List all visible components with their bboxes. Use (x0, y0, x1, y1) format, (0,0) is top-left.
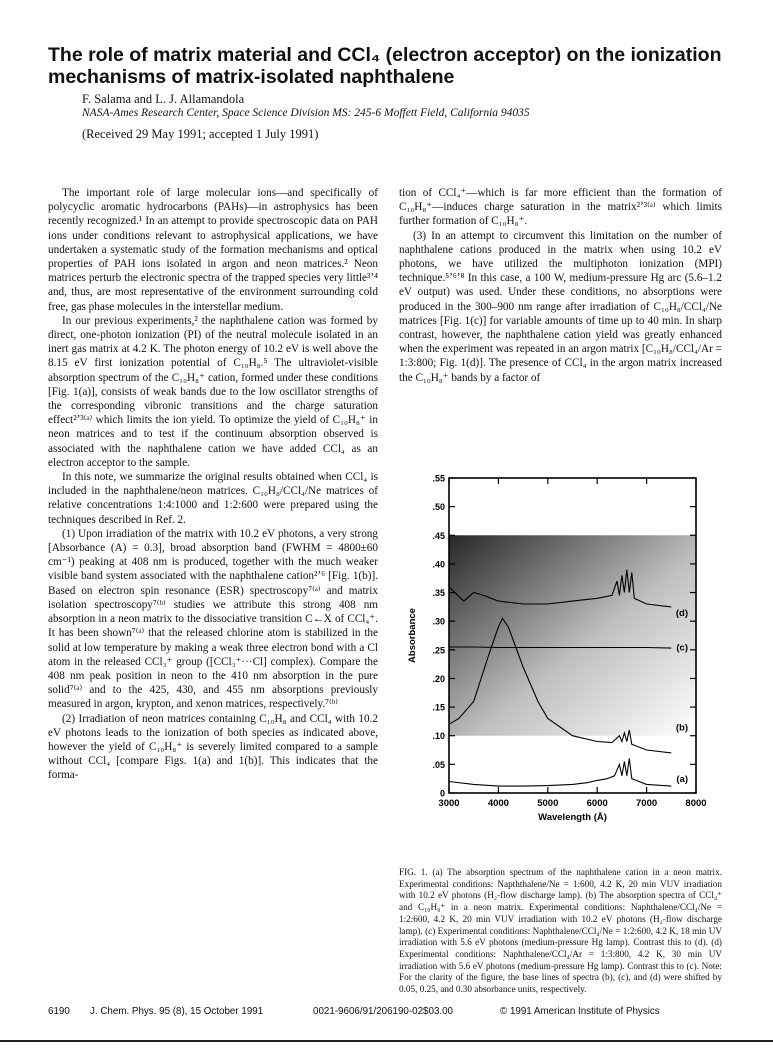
y-tick-label: .40 (432, 559, 445, 570)
y-tick-label: 0 (439, 788, 445, 799)
paragraph: In this note, we summarize the original results obtained when CCl₄ is included in the naphthalene/neon matrices. C₁₀H₈/CCl₄/Ne matrices of relative concentrations 1:4:1000 and 1:2:600 were prepared using the techniques described in Ref. 2. (48, 471, 378, 526)
right-column (399, 186, 722, 385)
authors: F. Salama and L. J. Allamandola (82, 92, 245, 106)
y-tick-label: .30 (432, 616, 445, 627)
received-dates: (Received 29 May 1991; accepted 1 July 1991) (82, 127, 319, 141)
footer-rule (0, 1040, 773, 1042)
x-tick-label: 8000 (685, 798, 707, 809)
absorbance-chart (399, 468, 722, 863)
affiliation: NASA-Ames Research Center, Space Science Division MS: 245-6 Moffett Field, California 94035 (82, 107, 530, 119)
x-tick-label: 4000 (487, 798, 509, 809)
y-axis-label: Absorbance (407, 608, 418, 663)
series-line-a (449, 759, 671, 787)
y-tick-label: .15 (432, 702, 445, 713)
left-column (48, 186, 378, 783)
paragraph: (3) In an attempt to circumvent this limitation on the number of naphthalene cations produced in the matrix when using 10.2 eV photons, we have utilized the multiphoton ionization (MPI) technique.⁵ʼ⁶ʼ⁸ In this case, a 100 W, medium-pressure Hg arc (5.6–1.2 eV output) was used. Under these conditions, no absorptions were produced in the 300–900 nm range after irradiation of C₁₀H₈/CCl₄/Ne matrices [Fig. 1(c)] for variable amounts of time up to 40 min. In sharp contrast, however, the naphthalene cation yield was greatly enhanced when the experiment was repeated in an argon matrix [C₁₀H₈/CCl₄/Ar = 1:3:800; Fig. 1(d)]. The presence of CCl₄ in the argon matrix increased the C₁₀H₈⁺ bands by a factor of (399, 229, 722, 384)
y-tick-label: .20 (432, 673, 445, 684)
figure-caption: FIG. 1. (a) The absorption spectrum of the naphthalene cation in a neon matrix. Experimental conditions: Napththalene/Ne = 1:600, 4.2 K, 20 min VUV irradiation with 10.2 eV photons (H₂-flow discharge lamp). (b) The absorption spectra of CCl₄⁺ and C₁₀H₈⁺ in a neon matrix. Experimental conditions: Naphthalene/CCl₄/Ne = 1:2:600, 4.2 K, 20 min VUV irradiation with 10.2 eV photons (H₂-flow discharge lamp). (c) Experimental conditions: Naphthalene/CCl₄/Ne = 1:2:600, 4.2 K, 18 min UV irradiation with 5.6 eV photons (medium-pressure Hg lamp). Contrast this to (d). (d) Experimental conditions: Naphthalene/CCl₄/Ar = 1:3:800, 4.2 K, 30 min UV irradiation with 5.6 eV photons (medium-pressure Hg lamp). Contrast this to (c). Note: For the clarity of the figure, the base lines of spectra (b), (c), and (d) were shifted by 0.05, 0.25, and 0.30 absorbance units, respectively. (399, 867, 722, 995)
curve-label: (b) (675, 722, 688, 734)
figure-1 (399, 468, 722, 863)
paragraph: In our previous experiments,² the naphthalene cation was formed by direct, one-photon ionization (PI) of the neutral molecule isolated in an inert gas matrix at 4.2 K. The photon energy of 10.2 eV is well above the 8.15 eV first ionization potential of C₁₀H₈.⁵ The ultraviolet-visible absorption spectrum of the C₁₀H₈⁺ cation, formed under these conditions [Fig. 1(a)], consists of weak bands due to the low oscillator strengths of the corresponding vibronic transitions and the charge saturation effect²ʼ³⁽ᵃ⁾ which limits the ion yield. To optimize the yield of C₁₀H₈⁺ in neon matrices and to test if the continuum absorption observed is associated with the naphthalene cation we have added CCl₄ as an electron acceptor to the sample. (48, 314, 378, 469)
x-tick-label: 6000 (586, 798, 608, 809)
article-code: 0021-9606/91/206190-02$03.00 (313, 1006, 454, 1017)
y-tick-label: .10 (432, 731, 445, 742)
journal-citation: J. Chem. Phys. 95 (8), 15 October 1991 (90, 1006, 264, 1017)
y-tick-label: .50 (432, 502, 445, 513)
plot-shading (449, 535, 696, 735)
y-tick-label: .05 (432, 759, 445, 770)
y-tick-label: .25 (432, 645, 445, 656)
copyright: © 1991 American Institute of Physics (500, 1006, 660, 1017)
curve-label: (d) (675, 608, 688, 620)
x-tick-label: 5000 (537, 798, 559, 809)
curve-label: (c) (676, 642, 688, 654)
paragraph: (2) Irradiation of neon matrices containing C₁₀H₈ and CCl₄ with 10.2 eV photons leads to the ionization of both species as indicated above, however the yield of C₁₀H₈⁺ is severely limited compared to a sample without CCl₄ [compare Figs. 1(a) and 1(b)]. This indicates that the forma- (48, 712, 378, 782)
page-number: 6190 (48, 1006, 70, 1017)
paragraph: The important role of large molecular ions—and specifically of polycyclic aromatic hydrocarbons (PAHs)—in astrophysics has been recently recognized.¹ In an attempt to provide spectroscopic data on PAH ions under conditions relevant to astrophysical applications, we have undertaken a systematic study of the formation mechanisms and optical properties of PAH ions isolated in argon and neon matrices.² Neon matrices perturb the electronic spectra of the trapped species very little³ʼ⁴ and, thus, are most representative of the environment surrounding cold free, gas phase molecules in the interstellar medium. (48, 187, 378, 313)
y-tick-label: .45 (432, 530, 445, 541)
article-title: The role of matrix material and CCl₄ (electron acceptor) on the ionization mechanisms of matrix-isolated naphthalene (48, 44, 722, 88)
x-tick-label: 7000 (636, 798, 658, 809)
paragraph: tion of CCl₄⁺—which is far more efficient than the formation of C₁₀H₈⁺—induces charge saturation in the matrix²ʼ³⁽ᵃ⁾ which limits further formation of C₁₀H₈⁺. (399, 187, 722, 228)
paragraph: (1) Upon irradiation of the matrix with 10.2 eV photons, a very strong [Absorbance (A) = 0.3], broad absorption band (FWHM = 4800±60 cm⁻¹) peaking at 408 nm is produced, together with the much weaker visible band system associated with the naphthalene cation²ʼ⁶ [Fig. 1(b)]. Based on electron spin resonance (ESR) spectroscopy⁷⁽ᵃ⁾ and matrix isolation spectroscopy⁷⁽ᵇ⁾ studies we attribute this strong 408 nm absorption in a neon matrix to the dissociative transition C←X of CCl₄⁺. It has been shown⁷⁽ᵃ⁾ that the released chlorine atom is stabilized in the solid at low temperature by making a weak three electron bond with a Cl atom in the released CCl₃⁺ group ([CCl₃⁺···Cl] complex). Compare the 408 nm peak position in neon to the 410 nm absorption in the pure solid⁷⁽ᵃ⁾ and to the 425, 430, and 455 nm absorptions previously measured in argon, krypton, and xenon matrices, respectively.⁷⁽ᵇ⁾ (48, 527, 378, 711)
x-tick-label: 3000 (438, 798, 460, 809)
y-tick-label: .55 (432, 473, 445, 484)
y-tick-label: .35 (432, 588, 445, 599)
x-axis-label: Wavelength (Å) (538, 812, 607, 823)
curve-label: (a) (676, 774, 688, 786)
